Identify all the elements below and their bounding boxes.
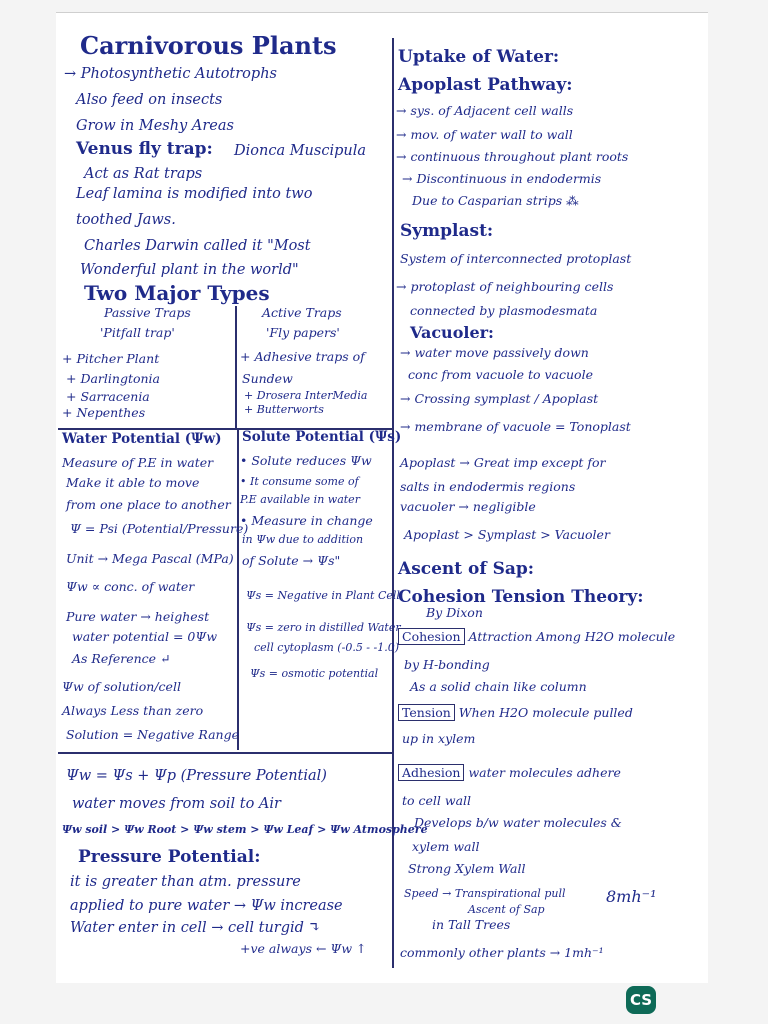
adhesion-line-4: xylem wall (412, 839, 480, 854)
tension-row (398, 706, 633, 720)
apo-line-2: → mov. of water wall to wall (396, 127, 573, 142)
vac-line-1: → water move passively down (400, 345, 589, 360)
sp-line-5: in Ψw due to addition (242, 533, 364, 546)
adhesion-line-1: water molecules adhere (468, 765, 621, 780)
carnivorous-title: Carnivorous Plants (80, 31, 337, 60)
wp-line-7: Pure water → heighest (66, 609, 210, 624)
passive-head-2: 'Pitfall trap' (100, 325, 175, 340)
cohesion-tension-title: Cohesion Tension Theory: (398, 587, 644, 607)
uptake-title: Uptake of Water: (398, 47, 560, 67)
tension-label: Tension (398, 704, 455, 721)
sp-line-7: Ψs = Negative in Plant Cell (246, 589, 400, 602)
imp-line-3: vacuoler → negligible (400, 499, 536, 514)
passive-item-2: + Darlingtonia (66, 371, 160, 386)
wp-line-2: Make it able to move (66, 475, 200, 490)
sym-line-2: → protoplast of neighbouring cells (396, 279, 614, 294)
ascent-title: Ascent of Sap: (398, 559, 535, 579)
pp-line-3: Water enter in cell → cell turgid ↴ (70, 920, 321, 936)
cohesion-line-2: by H-bonding (404, 657, 490, 672)
wp-line-8: water potential = 0Ψw (72, 629, 218, 644)
camscanner-logo: CS (626, 986, 656, 1014)
carnivorous-line-3: Grow in Meshy Areas (76, 118, 234, 134)
venus-heading: Venus fly trap: (76, 139, 213, 159)
pp-line-4: +ve always ← Ψw ↑ (240, 941, 367, 956)
apo-line-1: → sys. of Adjacent cell walls (396, 103, 574, 118)
cohesion-line-3: As a solid chain like column (410, 679, 587, 694)
wp-line-12: Solution = Negative Range (66, 727, 239, 742)
vac-line-3: → Crossing symplast / Apoplast (400, 391, 599, 406)
carnivorous-line-2: Also feed on insects (76, 92, 223, 108)
active-item-4: + Butterworts (244, 403, 324, 416)
venus-line-5: Wonderful plant in the world" (80, 262, 299, 278)
sp-line-1: • Solute reduces Ψw (240, 453, 372, 468)
wp-line-11: Always Less than zero (62, 703, 204, 718)
sp-line-9: cell cytoplasm (-0.5 - -1.0) (254, 641, 400, 654)
apoplast-title: Apoplast Pathway: (398, 75, 573, 95)
potential-divider (237, 428, 239, 750)
active-item-1: + Adhesive traps of (240, 349, 365, 364)
imp-line-2: salts in endodermis regions (400, 479, 576, 494)
adhesion-label: Adhesion (398, 764, 464, 781)
sp-line-10: Ψs = osmotic potential (250, 667, 379, 680)
venus-name: Dionca Muscipula (234, 143, 366, 159)
sp-line-2: • It consume some of (240, 475, 359, 488)
adhesion-line-5: Strong Xylem Wall (408, 861, 526, 876)
pp-line-1: it is greater than atm. pressure (70, 874, 301, 890)
cohesion-label: Cohesion (398, 628, 465, 645)
water-potential-title: Water Potential (Ψw) (62, 431, 222, 447)
imp-line-1: Apoplast → Great imp except for (400, 455, 606, 470)
vacuoler-title: Vacuoler: (410, 323, 494, 342)
other-plants: commonly other plants → 1mh⁻¹ (400, 945, 604, 960)
vac-line-4: → membrane of vacuole = Tonoplast (400, 419, 631, 434)
wp-line-9: As Reference ↵ (72, 651, 171, 666)
sym-line-1: System of interconnected protoplast (400, 251, 632, 266)
sp-line-3: P.E available in water (240, 493, 360, 506)
passive-item-1: + Pitcher Plant (62, 351, 160, 366)
apo-line-4: → Discontinuous in endodermis (402, 171, 602, 186)
tension-line-2: up in xylem (402, 731, 476, 746)
carnivorous-line-1: → Photosynthetic Autotrophs (64, 66, 277, 82)
active-item-3: + Drosera InterMedia (244, 389, 368, 402)
speed-value: 8mh⁻¹ (606, 887, 657, 906)
cohesion-line-1: Attraction Among H2O molecule (468, 629, 676, 644)
adhesion-line-3: Develops b/w water molecules & (414, 815, 622, 830)
types-divider (235, 306, 237, 430)
active-item-2: Sundew (242, 371, 293, 386)
types-title: Two Major Types (84, 281, 270, 305)
equation-line-2: water moves from soil to Air (72, 796, 281, 812)
adhesion-row (398, 766, 621, 780)
equation-line-3: Ψw soil > Ψw Root > Ψw stem > Ψw Leaf > Ψw Atmosphere (62, 823, 428, 836)
venus-line-4: Charles Darwin called it "Most (84, 238, 311, 254)
cohesion-row (398, 630, 675, 644)
ascent-sub: Ascent of Sap (468, 903, 545, 916)
passive-item-4: + Nepenthes (62, 405, 146, 420)
wp-line-5: Unit → Mega Pascal (MPa) (66, 551, 234, 566)
wp-line-1: Measure of P.E in water (62, 455, 214, 470)
venus-line-3: toothed Jaws. (76, 212, 176, 228)
section-divider-2 (58, 752, 392, 754)
apo-line-3: → continuous throughout plant roots (396, 149, 629, 164)
symplast-title: Symplast: (400, 221, 494, 241)
adhesion-line-2: to cell wall (402, 793, 472, 808)
tension-line-1: When H2O molecule pulled (458, 705, 633, 720)
by-dixon: By Dixon (426, 605, 483, 620)
venus-line-2: Leaf lamina is modified into two (76, 186, 313, 202)
passive-head-1: Passive Traps (104, 305, 191, 320)
solute-potential-title: Solute Potential (Ψs) (242, 429, 402, 445)
wp-line-10: Ψw of solution/cell (62, 679, 181, 694)
wp-line-4: Ψ = Psi (Potential/Pressure) (70, 521, 249, 536)
active-head-1: Active Traps (262, 305, 342, 320)
apo-line-5: Due to Casparian strips ⁂ (412, 193, 579, 208)
imp-line-4: Apoplast > Symplast > Vacuoler (404, 527, 610, 542)
passive-item-3: + Sarracenia (66, 389, 150, 404)
pressure-potential-title: Pressure Potential: (78, 847, 261, 867)
sp-line-8: Ψs = zero in distilled Water (246, 621, 401, 634)
vac-line-2: conc from vacuole to vacuole (408, 367, 593, 382)
active-head-2: 'Fly papers' (266, 325, 340, 340)
wp-line-6: Ψw ∝ conc. of water (66, 579, 195, 594)
sym-line-3: connected by plasmodesmata (410, 303, 598, 318)
equation-line-1: Ψw = Ψs + Ψp (Pressure Potential) (66, 768, 327, 784)
venus-line-1: Act as Rat traps (84, 166, 203, 182)
sp-line-4: • Measure in change (240, 513, 373, 528)
sp-line-6: of Solute → Ψs" (242, 553, 341, 568)
tall-trees: in Tall Trees (432, 917, 511, 932)
pp-line-2: applied to pure water → Ψw increase (70, 898, 343, 914)
wp-line-3: from one place to another (66, 497, 231, 512)
speed-line: Speed → Transpirational pull (404, 887, 566, 900)
